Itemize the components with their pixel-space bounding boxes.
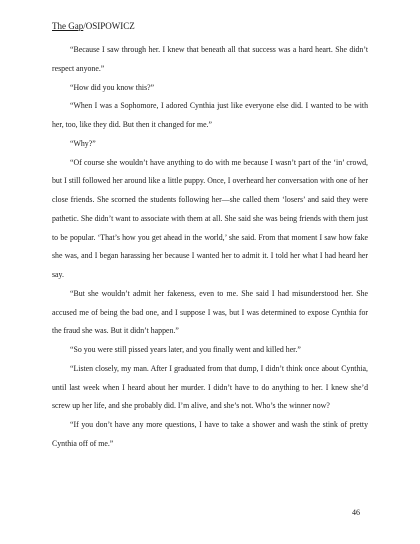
header-title: The Gap: [52, 21, 84, 31]
page-number: 46: [352, 508, 360, 517]
paragraph: “Of course she wouldn’t have anything to do with me because I wasn’t part of the ‘in’ crowd, but I still followed her around like a little puppy. Once, I overheard her conversation with one of her close friends. She scorned the students following her—she called them ‘losers’ and said they were pathetic. She didn’t want to associate with them at all. She said she was being friends with them just to be popular. ‘That’s how you get ahead in the world,’ she said. From that moment I saw how fake she was, and I began harassing her because I wanted her to admit it. I told her what I had heard her say.: [52, 157, 368, 279]
paragraph: “If you don’t have any more questions, I have to take a shower and wash the stink of pretty Cynthia off of me.”: [52, 420, 368, 448]
manuscript-body: [52, 41, 368, 454]
paragraph: “But she wouldn’t admit her fakeness, even to me. She said I had misunderstood her. She accused me of being the bad one, and I suppose I was, but I was determined to expose Cynthia for the fraud she was. But it didn’t happen.”: [52, 288, 368, 336]
paragraph: “How did you know this?”: [70, 82, 155, 92]
paragraph: “So you were still pissed years later, and you finally went and killed her.”: [70, 345, 301, 354]
running-header: [52, 21, 135, 32]
paragraph: “Listen closely, my man. After I graduated from that dump, I didn’t think once about Cynthia, until last week when I heard about her murder. I didn’t have to do anything to her. I knew she’d screw up her life, and she probably did. I’m alive, and she’s not. Who’s the winner now?: [52, 363, 368, 411]
paragraph: “Why?”: [70, 138, 96, 148]
header-author: OSIPOWICZ: [85, 21, 135, 31]
paragraph: “When I was a Sophomore, I adored Cynthia just like everyone else did. I wanted to be with her, too, like they did. But then it changed for me.”: [52, 101, 368, 129]
header-separator: /: [83, 21, 86, 31]
paragraph: “Because I saw through her. I knew that beneath all that success was a hard heart. She didn’t respect anyone.”: [52, 45, 368, 73]
